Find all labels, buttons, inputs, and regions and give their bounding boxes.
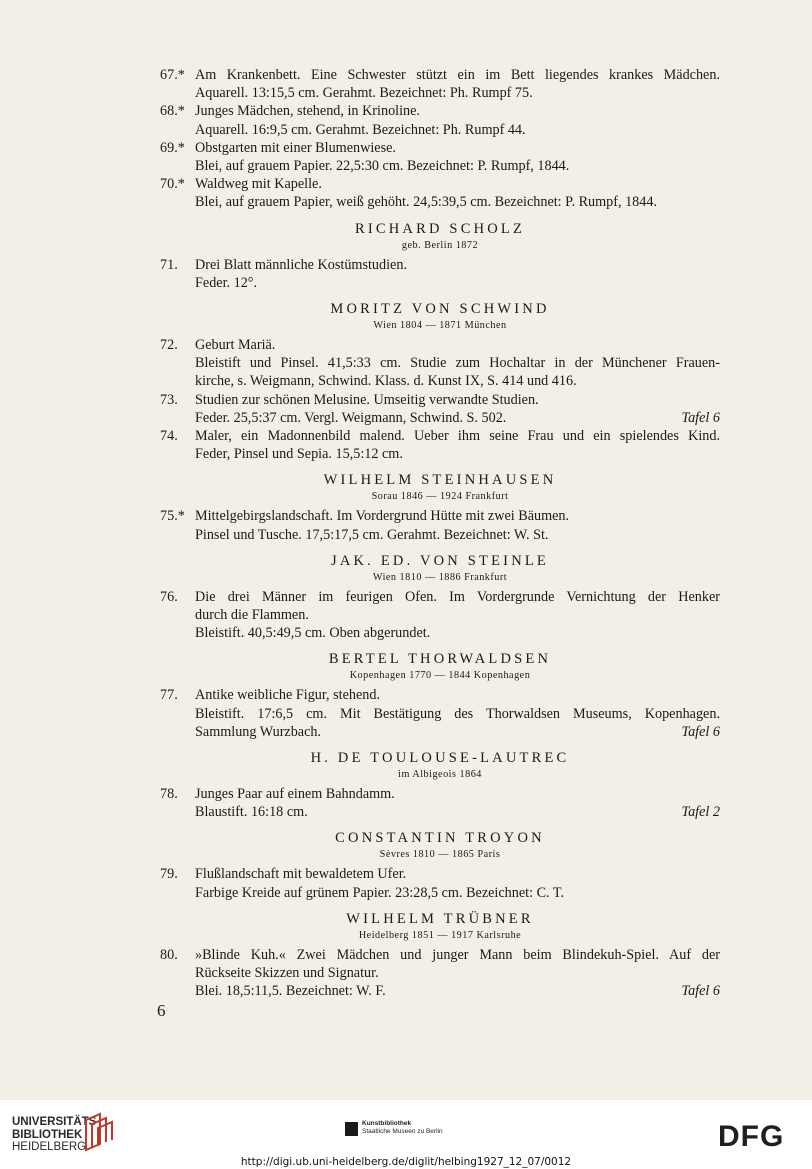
- entry-number: 73.: [160, 391, 178, 408]
- catalog-entry: [160, 175, 720, 211]
- entry-text: Blei. 18,5:11,5. Bezeichnet: W. F.: [195, 983, 386, 1000]
- catalog-entry: [160, 66, 720, 102]
- entry-text: durch die Flammen.: [195, 607, 309, 624]
- artist-heading: [160, 829, 720, 862]
- entry-line: [160, 372, 720, 390]
- entry-text: Waldweg mit Kapelle.: [195, 176, 322, 193]
- artist-heading: [160, 650, 720, 683]
- catalog-entry: [160, 336, 720, 391]
- entry-line: [160, 193, 720, 211]
- ub-logo-line-1: UNIVERSITÄTS-: [12, 1116, 101, 1128]
- kunstbibliothek-icon: [345, 1122, 358, 1136]
- artist-heading: [160, 552, 720, 585]
- entry-line: [160, 175, 720, 193]
- artist-heading: [160, 749, 720, 782]
- catalog-entry: [160, 102, 720, 138]
- artist-name: H. DE TOULOUSE-LAUTREC: [310, 750, 570, 767]
- entry-text: Aquarell. 13:15,5 cm. Gerahmt. Bezeichnet: Ph. Rumpf 75.: [195, 85, 533, 102]
- entry-text: Pinsel und Tusche. 17,5:17,5 cm. Gerahmt. Bezeichnet: W. St.: [195, 526, 549, 543]
- entry-line: [160, 946, 720, 964]
- entry-number: 79.: [160, 866, 178, 883]
- entry-line: [160, 723, 720, 741]
- artist-name: CONSTANTIN TROYON: [335, 830, 545, 847]
- artist-life-dates: Kopenhagen 1770 — 1844 Kopenhagen: [349, 670, 531, 682]
- kb-logo-title: Kunstbibliothek: [362, 1120, 412, 1127]
- entry-line: [160, 686, 720, 704]
- artist-name: RICHARD SCHOLZ: [354, 220, 526, 237]
- entry-line: [160, 982, 720, 1000]
- catalog-entry: [160, 785, 720, 821]
- entry-text: Bleistift. 17:6,5 cm. Mit Bestätigung des Thorwaldsen Museums, Kopenhagen.: [195, 705, 720, 722]
- entry-number: 75.*: [160, 508, 185, 525]
- entry-text: Antike weibliche Figur, stehend.: [195, 687, 381, 704]
- artist-life-dates: Sorau 1846 — 1924 Frankfurt: [371, 491, 509, 503]
- entry-number: 72.: [160, 337, 178, 354]
- entry-number: 71.: [160, 256, 178, 273]
- entry-text: Junges Paar auf einem Bahndamm.: [195, 786, 395, 803]
- entry-text: Feder. 25,5:37 cm. Vergl. Weigmann, Schwind. S. 502.: [195, 409, 507, 426]
- entry-text: Feder. 12°.: [195, 274, 258, 291]
- catalog-entry: [160, 427, 720, 463]
- catalog-entry: [160, 391, 720, 427]
- catalog-entry: [160, 507, 720, 543]
- ub-logo-line-3: HEIDELBERG: [12, 1141, 87, 1153]
- entry-number: 70.*: [160, 176, 185, 193]
- entry-line: [160, 84, 720, 102]
- entry-line: [160, 507, 720, 525]
- artist-life-dates: Heidelberg 1851 — 1917 Karlsruhe: [358, 929, 522, 941]
- plate-reference[interactable]: Tafel 6: [681, 409, 720, 426]
- catalog-entry: [160, 139, 720, 175]
- entry-number: 78.: [160, 786, 178, 803]
- entry-text: Blaustift. 16:18 cm.: [195, 804, 308, 821]
- catalog-entry: [160, 256, 720, 292]
- entry-text: kirche, s. Weigmann, Schwind. Klass. d. Kunst IX, S. 414 und 416.: [195, 373, 577, 390]
- entry-line: [160, 102, 720, 120]
- artist-heading: [160, 300, 720, 333]
- entry-number: 67.*: [160, 67, 185, 83]
- entry-line: [160, 274, 720, 292]
- artist-life-dates: Wien 1804 — 1871 München: [373, 320, 507, 332]
- entry-line: [160, 157, 720, 175]
- entry-text: Blei, auf grauem Papier. 22,5:30 cm. Bezeichnet: P. Rumpf, 1844.: [195, 158, 570, 175]
- artist-heading: [160, 910, 720, 943]
- artist-heading: [160, 220, 720, 253]
- entry-line: [160, 606, 720, 624]
- kb-logo-subtitle: Staatliche Museen zu Berlin: [362, 1128, 443, 1135]
- entry-line: [160, 445, 720, 463]
- entry-text: Mittelgebirgslandschaft. Im Vordergrund Hütte mit zwei Bäumen.: [195, 508, 570, 525]
- kunstbibliothek-logo[interactable]: [345, 1120, 443, 1136]
- catalog-content: [160, 66, 720, 1001]
- entry-number: 76.: [160, 588, 178, 605]
- ub-logo-line-2: BIBLIOTHEK: [12, 1128, 83, 1141]
- entry-line: [160, 964, 720, 982]
- entry-line: [160, 588, 720, 606]
- catalog-entry: [160, 946, 720, 1001]
- artist-name: WILHELM TRÜBNER: [346, 910, 534, 927]
- entry-text: Maler, ein Madonnenbild malend. Ueber ihm seine Frau und ein spielendes Kind.: [195, 428, 720, 445]
- entry-number: 68.*: [160, 103, 185, 120]
- entry-line: [160, 803, 720, 821]
- artist-life-dates: geb. Berlin 1872: [401, 239, 479, 251]
- entry-line: [160, 139, 720, 157]
- entry-line: [160, 705, 720, 723]
- ub-emblem-icon: [82, 1112, 118, 1152]
- entry-text: »Blinde Kuh.« Zwei Mädchen und junger Mann beim Blindekuh-Spiel. Auf der: [195, 946, 720, 963]
- artist-name: MORITZ VON SCHWIND: [330, 301, 550, 318]
- entry-line: [160, 865, 720, 883]
- plate-reference[interactable]: Tafel 6: [681, 983, 720, 1000]
- entry-line: [160, 256, 720, 274]
- entry-line: [160, 391, 720, 409]
- entry-line: [160, 354, 720, 372]
- artist-life-dates: im Albigeois 1864: [398, 769, 482, 781]
- entry-line: [160, 336, 720, 354]
- source-url[interactable]: http://digi.ub.uni-heidelberg.de/diglit/helbing1927_12_07/0012: [240, 1156, 572, 1168]
- artist-name: WILHELM STEINHAUSEN: [323, 472, 557, 489]
- dfg-logo[interactable]: DFG: [718, 1120, 785, 1153]
- entry-text: Junges Mädchen, stehend, in Krinoline.: [195, 103, 420, 120]
- entry-line: [160, 66, 720, 84]
- entry-number: 77.: [160, 687, 178, 704]
- entry-number: 74.: [160, 428, 178, 445]
- entry-text: Farbige Kreide auf grünem Papier. 23:28,5 cm. Bezeichnet: C. T.: [195, 884, 565, 901]
- entry-text: Obstgarten mit einer Blumenwiese.: [195, 139, 396, 156]
- entry-line: [160, 624, 720, 642]
- artist-life-dates: Sèvres 1810 — 1865 Paris: [379, 849, 501, 861]
- catalog-entry: [160, 588, 720, 643]
- entry-text: Die drei Männer im feurigen Ofen. Im Vordergrunde Vernichtung der Henker: [195, 588, 720, 605]
- page-number: 6: [157, 1001, 166, 1020]
- entry-text: Aquarell. 16:9,5 cm. Gerahmt. Bezeichnet: Ph. Rumpf 44.: [195, 121, 526, 138]
- entry-line: [160, 884, 720, 902]
- entry-text: Drei Blatt männliche Kostümstudien.: [195, 256, 407, 273]
- entry-text: Studien zur schönen Melusine. Umseitig verwandte Studien.: [195, 391, 539, 408]
- entry-line: [160, 427, 720, 445]
- entry-line: [160, 121, 720, 139]
- entry-number: 69.*: [160, 139, 185, 156]
- artist-heading: [160, 471, 720, 504]
- artist-name: JAK. ED. VON STEINLE: [331, 552, 549, 569]
- plate-reference[interactable]: Tafel 6: [681, 723, 720, 740]
- entry-text: Geburt Mariä.: [195, 337, 276, 354]
- footer: [0, 1100, 812, 1169]
- entry-text: Feder, Pinsel und Sepia. 15,5:12 cm.: [195, 446, 403, 463]
- entry-text: Sammlung Wurzbach.: [195, 723, 322, 740]
- entry-line: [160, 409, 720, 427]
- artist-name: BERTEL THORWALDSEN: [328, 651, 552, 668]
- catalog-entry: [160, 686, 720, 741]
- entry-text: Am Krankenbett. Eine Schwester stützt ein im Bett liegendes krankes Mädchen.: [195, 67, 720, 83]
- entry-text: Blei, auf grauem Papier, weiß gehöht. 24,5:39,5 cm. Bezeichnet: P. Rumpf, 1844.: [195, 194, 658, 211]
- artist-life-dates: Wien 1810 — 1886 Frankfurt: [372, 571, 508, 583]
- entry-text: Bleistift und Pinsel. 41,5:33 cm. Studie zum Hochaltar in der Münchener Frauen-: [195, 355, 720, 372]
- entry-text: Bleistift. 40,5:49,5 cm. Oben abgerundet.: [195, 625, 431, 642]
- entry-text: Flußlandschaft mit bewaldetem Ufer.: [195, 866, 407, 883]
- entry-text: Rückseite Skizzen und Signatur.: [195, 965, 379, 982]
- plate-reference[interactable]: Tafel 2: [681, 804, 720, 821]
- entry-number: 80.: [160, 946, 178, 963]
- catalog-entry: [160, 865, 720, 901]
- entry-line: [160, 785, 720, 803]
- entry-line: [160, 526, 720, 544]
